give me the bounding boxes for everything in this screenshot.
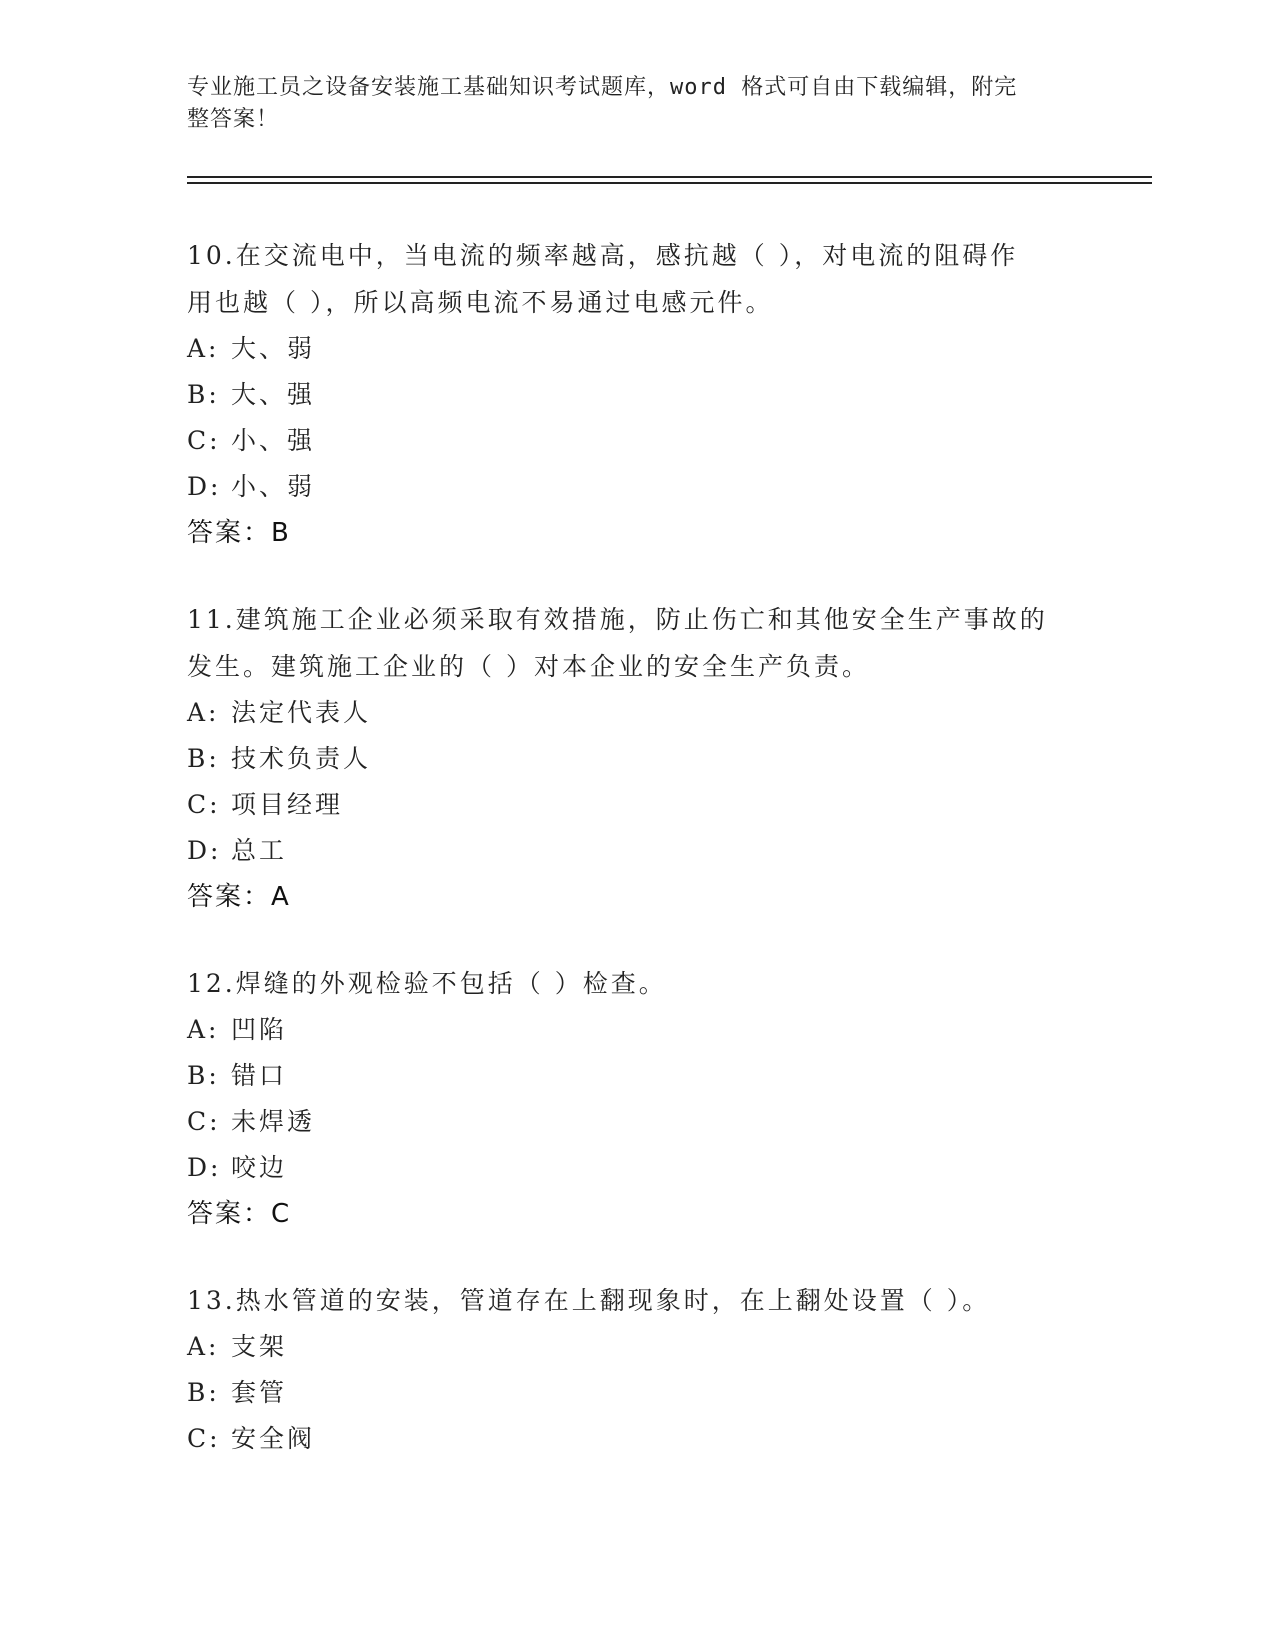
header-divider-top xyxy=(187,176,1152,178)
option-letter: A: xyxy=(187,698,220,727)
option-letter: D: xyxy=(187,1153,222,1182)
option-letter: A: xyxy=(187,1332,220,1361)
question-stem-line-2: 用也越（ ），所以高频电流不易通过电感元件。 xyxy=(187,288,774,317)
answer-line: 答案：A xyxy=(187,882,291,912)
option-d xyxy=(187,464,1087,510)
answer-line: 答案：C xyxy=(187,1199,292,1229)
option-letter: D: xyxy=(187,472,222,501)
option-a xyxy=(187,690,1087,736)
option-letter: C: xyxy=(187,426,221,455)
answer-line: 答案：B xyxy=(187,518,291,548)
option-text: 支架 xyxy=(231,1332,288,1361)
option-text: 咬边 xyxy=(231,1153,288,1182)
option-text: 套管 xyxy=(231,1378,288,1407)
option-text: 大、强 xyxy=(231,380,316,409)
option-letter: A: xyxy=(187,334,220,363)
option-text: 错口 xyxy=(231,1061,288,1090)
question-stem xyxy=(187,1277,1087,1324)
question-11 xyxy=(187,596,1087,920)
option-a xyxy=(187,326,1087,372)
option-text: 未焊透 xyxy=(231,1107,316,1136)
option-letter: B: xyxy=(187,380,220,409)
option-b xyxy=(187,736,1087,782)
option-text: 小、弱 xyxy=(231,472,316,501)
option-text: 小、强 xyxy=(231,426,316,455)
question-12 xyxy=(187,960,1087,1237)
option-a xyxy=(187,1007,1087,1053)
question-stem xyxy=(187,232,1087,326)
option-c xyxy=(187,418,1087,464)
option-letter: B: xyxy=(187,744,220,773)
option-letter: D: xyxy=(187,836,222,865)
option-text: 大、弱 xyxy=(231,334,316,363)
header-line-1: 专业施工员之设备安装施工基础知识考试题库，word 格式可自由下载编辑，附完 xyxy=(187,75,1018,100)
option-text: 项目经理 xyxy=(231,790,344,819)
question-stem xyxy=(187,960,1087,1007)
question-list xyxy=(187,232,1087,1502)
option-text: 法定代表人 xyxy=(231,698,372,727)
question-stem-line-1: 13.热水管道的安装，管道存在上翻现象时，在上翻处设置（ ）。 xyxy=(187,1286,991,1315)
question-stem-line-1: 11.建筑施工企业必须采取有效措施，防止伤亡和其他安全生产事故的 xyxy=(187,605,1048,634)
question-13 xyxy=(187,1277,1087,1462)
header-divider-bottom xyxy=(187,182,1152,184)
question-stem-line-1: 10.在交流电中，当电流的频率越高，感抗越（ ），对电流的阻碍作 xyxy=(187,241,1019,270)
option-letter: C: xyxy=(187,1424,221,1453)
option-letter: C: xyxy=(187,790,221,819)
document-header xyxy=(187,72,1067,136)
option-text: 凹陷 xyxy=(231,1015,288,1044)
option-b xyxy=(187,1370,1087,1416)
question-stem-line-1: 12.焊缝的外观检验不包括（ ）检查。 xyxy=(187,969,667,998)
option-letter: C: xyxy=(187,1107,221,1136)
question-stem-line-2: 发生。建筑施工企业的（ ）对本企业的安全生产负责。 xyxy=(187,652,870,681)
option-c xyxy=(187,782,1087,828)
question-stem xyxy=(187,596,1087,690)
option-a xyxy=(187,1324,1087,1370)
option-text: 安全阀 xyxy=(231,1424,316,1453)
option-b xyxy=(187,372,1087,418)
option-text: 技术负责人 xyxy=(231,744,372,773)
option-letter: B: xyxy=(187,1061,220,1090)
option-d xyxy=(187,1145,1087,1191)
option-b xyxy=(187,1053,1087,1099)
option-letter: B: xyxy=(187,1378,220,1407)
option-letter: A: xyxy=(187,1015,220,1044)
option-c xyxy=(187,1099,1087,1145)
header-line-2: 整答案！ xyxy=(187,107,280,132)
question-10 xyxy=(187,232,1087,556)
option-text: 总工 xyxy=(231,836,288,865)
option-c xyxy=(187,1416,1087,1462)
option-d xyxy=(187,828,1087,874)
